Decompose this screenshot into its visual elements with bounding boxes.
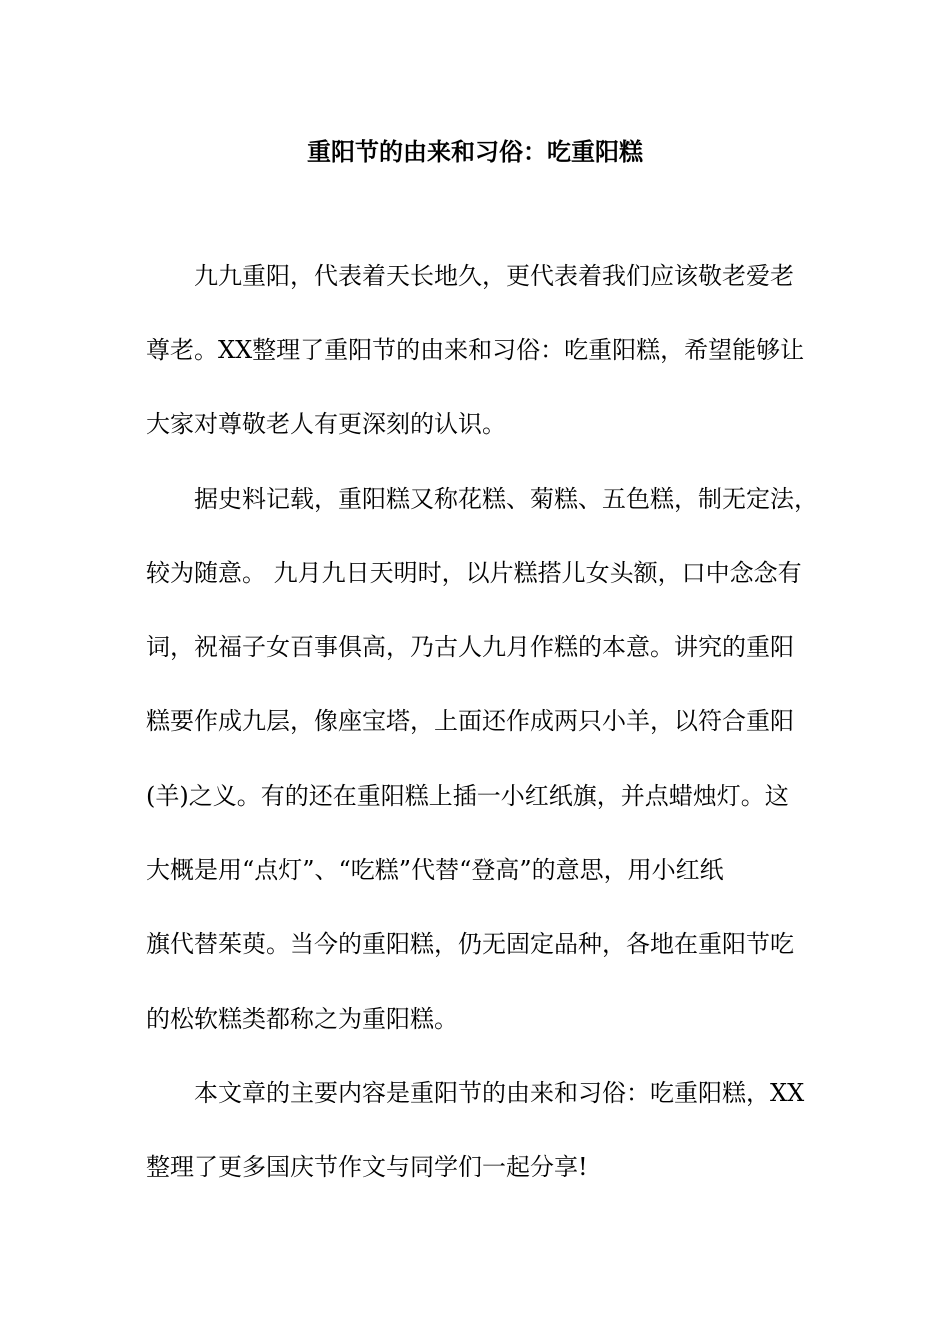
paragraph-2-line-1: 据史料记载，重阳糕又称花糕、菊糕、五色糕，制无定法， (194, 485, 818, 513)
document-title: 重阳节的由来和习俗：吃重阳糕 (307, 137, 643, 166)
paragraph-2-line-3: 词，祝福子女百事俱高，乃古人九月作糕的本意。讲究的重阳 (146, 633, 794, 661)
paragraph-1-line-1: 九九重阳，代表着天长地久，更代表着我们应该敬老爱老 (194, 262, 794, 290)
paragraph-2-line-5: (羊)之义。有的还在重阳糕上插一小红纸旗，并点蜡烛灯。这 (146, 782, 789, 810)
paragraph-2-line-2: 较为随意。 九月九日天明时，以片糕搭儿女头额，口中念念有 (146, 559, 802, 587)
paragraph-3-line-1: 本文章的主要内容是重阳节的由来和习俗：吃重阳糕，XX (194, 1079, 805, 1107)
paragraph-2-line-7: 旗代替茱萸。当今的重阳糕，仍无固定品种，各地在重阳节吃 (146, 930, 794, 958)
paragraph-1-line-2: 尊老。XX整理了重阳节的由来和习俗：吃重阳糕，希望能够让 (146, 336, 805, 364)
paragraph-2-line-8: 的松软糕类都称之为重阳糕。 (146, 1005, 458, 1033)
paragraph-2-line-4: 糕要作成九层，像座宝塔，上面还作成两只小羊，以符合重阳 (146, 707, 794, 735)
paragraph-1-line-3: 大家对尊敬老人有更深刻的认识。 (146, 410, 506, 438)
paragraph-2-line-6: 大概是用“点灯”、“吃糕”代替“登高”的意思，用小红纸 (146, 856, 724, 884)
paragraph-3-line-2: 整理了更多国庆节作文与同学们一起分享! (146, 1153, 588, 1181)
